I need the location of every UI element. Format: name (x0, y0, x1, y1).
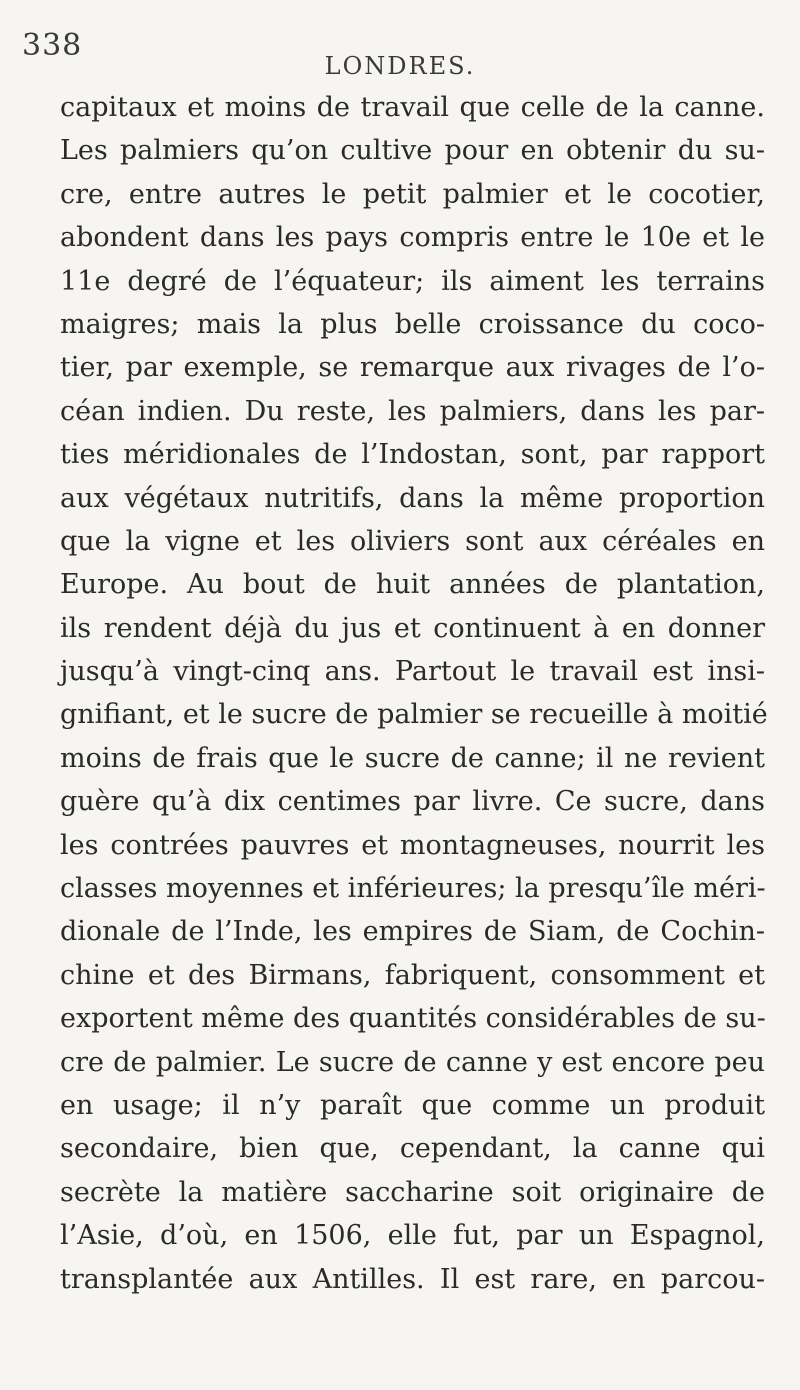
text-line: en usage; il n’y paraît que comme un produit (60, 1089, 765, 1121)
text-line: Les palmiers qu’on cultive pour en obtenir du su- (60, 135, 765, 167)
text-line: Europe. Au bout de huit années de plantation, (60, 569, 765, 601)
text-line: l’Asie, d’où, en 1506, elle fut, par un Espagnol, (60, 1220, 765, 1252)
text-line: classes moyennes et inférieures; la presqu’île méri- (60, 873, 766, 905)
text-line: moins de frais que le sucre de canne; il ne revient (60, 742, 765, 774)
text-line: tier, par exemple, se remarque aux rivages de l’o- (60, 352, 765, 384)
running-title: LONDRES. (324, 52, 476, 80)
text-line: transplantée aux Antilles. Il est rare, en parcou- (60, 1263, 765, 1295)
text-line: dionale de l’Inde, les empires de Siam, de Cochin- (60, 916, 765, 948)
text-line: ils rendent déjà du jus et continuent à en donner (60, 612, 765, 644)
text-line: cre, entre autres le petit palmier et le cocotier, (60, 178, 765, 210)
text-line: cre de palmier. Le sucre de canne y est encore peu (60, 1046, 765, 1078)
text-line: exportent même des quantités considérables de su- (60, 1003, 766, 1035)
text-line: chine et des Birmans, fabriquent, consomment et (60, 959, 765, 991)
page-number: 338 (22, 28, 83, 63)
text-line: aux végétaux nutritifs, dans la même proportion (60, 482, 765, 514)
text-line: 11e degré de l’équateur; ils aiment les terrains (60, 265, 765, 297)
text-line: secondaire, bien que, cependant, la canne qui (60, 1133, 765, 1165)
text-line: que la vigne et les oliviers sont aux céréales en (60, 525, 765, 557)
text-line: guère qu’à dix centimes par livre. Ce sucre, dans (60, 786, 765, 818)
text-line: abondent dans les pays compris entre le 10e et le (60, 222, 765, 254)
text-line: les contrées pauvres et montagneuses, nourrit les (60, 829, 765, 861)
body-text (60, 86, 768, 1301)
text-line: ties méridionales de l’Indostan, sont, par rapport (60, 439, 765, 471)
text-line: céan indien. Du reste, les palmiers, dans les par- (60, 395, 765, 427)
text-line: maigres; mais la plus belle croissance du coco- (60, 308, 765, 340)
text-line: jusqu’à vingt-cinq ans. Partout le travail est insi- (60, 656, 765, 688)
text-line: gnifiant, et le sucre de palmier se recueille à moitié (60, 699, 768, 731)
text-line: capitaux et moins de travail que celle de la canne. (60, 92, 765, 123)
text-line: secrète la matière saccharine soit originaire de (60, 1176, 765, 1208)
